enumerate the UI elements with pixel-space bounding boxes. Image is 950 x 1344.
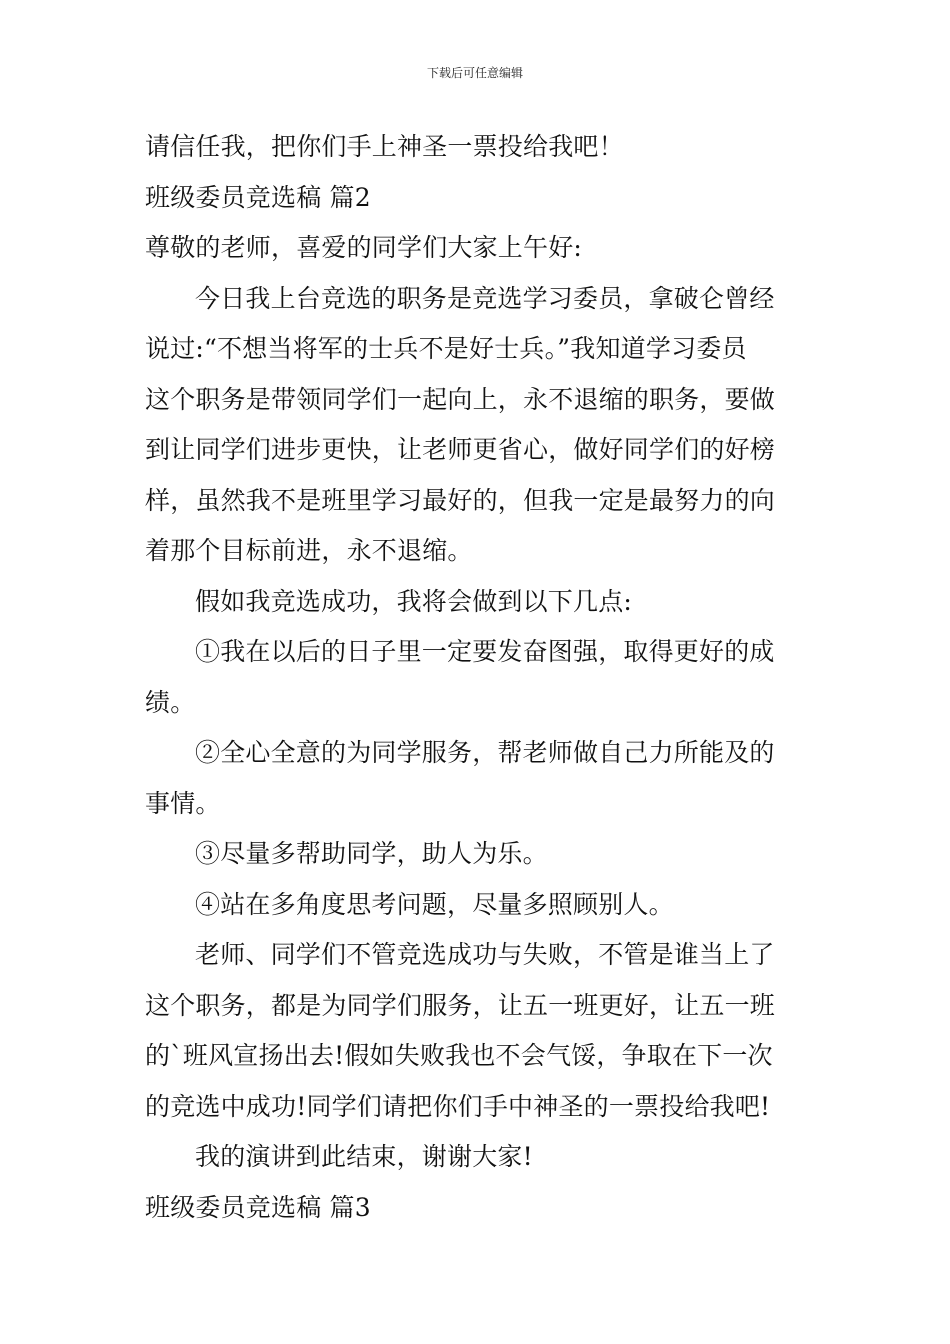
section-heading-3: 班级委员竞选稿 篇3 xyxy=(145,1192,371,1222)
paragraph-line: 样，虽然我不是班里学习最好的，但我一定是最努力的向 xyxy=(145,485,776,515)
paragraph-line: 这个职务是带领同学们一起向上，永不退缩的职务，要做 xyxy=(145,384,776,414)
closing-line: 请信任我，把你们手上神圣一票投给我吧！ xyxy=(145,132,624,161)
paragraph-line: 的竞选中成功!同学们请把你们手中神圣的一票投给我吧! xyxy=(145,1091,771,1121)
paragraph-line: 到让同学们进步更快，让老师更省心，做好同学们的好榜 xyxy=(145,435,776,464)
list-item-4: ④站在多角度思考问题，尽量多照顾别人。 xyxy=(195,889,674,919)
list-item-2-cont: 事情。 xyxy=(145,788,221,818)
section-heading-2: 班级委员竞选稿 篇2 xyxy=(145,182,371,212)
list-item-1-cont: 绩。 xyxy=(145,687,196,717)
list-item-1: ①我在以后的日子里一定要发奋图强，取得更好的成 xyxy=(195,637,775,666)
paragraph-line: 说过:“不想当将军的士兵不是好士兵。”我知道学习委员 xyxy=(145,334,747,363)
list-item-2: ②全心全意的为同学服务，帮老师做自己力所能及的 xyxy=(195,738,775,767)
paragraph-line: 假如我竞选成功，我将会做到以下几点: xyxy=(195,586,633,616)
paragraph-line: 着那个目标前进，永不退缩。 xyxy=(145,536,473,565)
document-body xyxy=(145,122,810,1233)
salutation: 尊敬的老师，喜爱的同学们大家上午好: xyxy=(145,233,583,262)
list-item-3: ③尽量多帮助同学，助人为乐。 xyxy=(195,839,548,868)
paragraph-line: 老师、同学们不管竞选成功与失败，不管是谁当上了 xyxy=(195,940,775,969)
paragraph-line: 的`班风宣扬出去!假如失败我也不会气馁，争取在下一次 xyxy=(145,1041,773,1070)
paragraph-line: 今日我上台竞选的职务是竞选学习委员，拿破仑曾经 xyxy=(195,283,775,313)
paragraph-line: 这个职务，都是为同学们服务，让五一班更好，让五一班 xyxy=(145,990,776,1020)
page-header-note: 下载后可任意编辑 xyxy=(426,66,523,80)
paragraph-line: 我的演讲到此结束，谢谢大家! xyxy=(195,1142,533,1171)
